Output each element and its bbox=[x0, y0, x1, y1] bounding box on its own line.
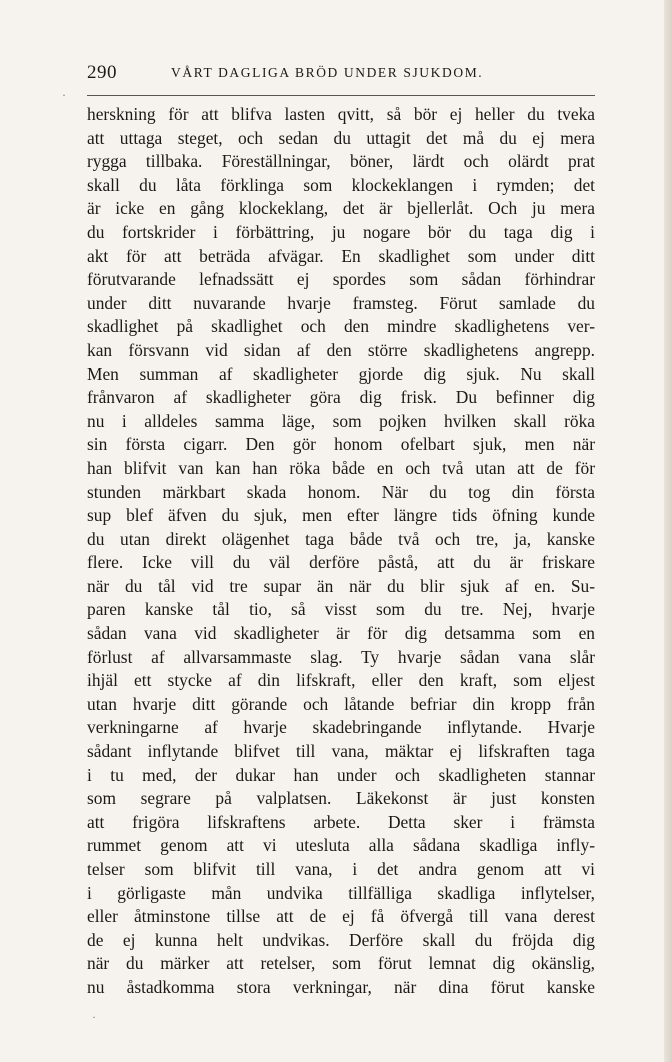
text-line: Men summan af skadligheter gjorde dig sjuk. Nu skall bbox=[87, 363, 595, 384]
text-line: flere. Icke vill du väl derföre påstå, att du är friskare bbox=[87, 552, 595, 573]
text-line: frånvaron af skadligheter göra dig frisk. Du befinner dig bbox=[87, 387, 595, 408]
text-line: i görligaste mån undvika tillfälliga skadliga inflytelser, bbox=[87, 882, 595, 903]
text-line: akt för att beträda afvägar. En skadlighet som under ditt bbox=[87, 245, 595, 266]
text-line: skadlighet på skadlighet och den mindre skadlighetens ver- bbox=[87, 316, 595, 337]
text-line: sin första cigarr. Den gör honom ofelbart sjuk, men när bbox=[87, 434, 595, 455]
text-line: under ditt nuvarande hvarje framsteg. Förut samlade du bbox=[87, 292, 595, 313]
text-line: telser som blifvit till vana, i det andra genom att vi bbox=[87, 859, 595, 879]
stray-mark: · bbox=[92, 1010, 96, 1024]
text-line: ihjäl ett stycke af din lifskraft, eller den kraft, som eljest bbox=[87, 670, 595, 691]
text-line: verkningarne af hvarje skadebringande inflytande. Hvarje bbox=[87, 717, 595, 738]
text-line: sup blef äfven du sjuk, men efter längre tids öfning kunde bbox=[87, 505, 595, 526]
text-line: när du tål vid tre supar än när du blir sjuk af en. Su- bbox=[87, 575, 595, 596]
text-line: utan hvarje ditt görande och låtande befriar din kropp från bbox=[87, 693, 595, 714]
text-line: sådan vana vid skadligheter är för dig detsamma som en bbox=[87, 623, 595, 644]
text-line: stunden märkbart skada honom. När du tog din första bbox=[87, 481, 595, 502]
text-line: eller åtminstone tillse att de ej få öfvergå till vana derest bbox=[87, 906, 595, 927]
page-header bbox=[87, 62, 595, 86]
text-line: rummet genom att vi utesluta alla sådana skadliga infly- bbox=[87, 835, 595, 856]
text-line: att uttaga steget, och sedan du uttagit det må du ej mera bbox=[87, 127, 595, 148]
text-line: skall du låta förklinga som klockeklangen i rymden; det bbox=[87, 174, 595, 195]
stray-mark: · bbox=[62, 88, 66, 102]
running-title: VÅRT DAGLIGA BRÖD UNDER SJUKDOM. bbox=[171, 65, 484, 80]
text-line: nu i alldeles samma läge, som pojken hvilken skall röka bbox=[87, 410, 595, 431]
text-line: paren kanske tål tio, så visst som du tre. Nej, hvarje bbox=[87, 599, 595, 620]
text-line: herskning för att blifva lasten qvitt, så bör ej heller du tveka bbox=[87, 104, 595, 124]
text-line: är icke en gång klockeklang, det är bjellerlåt. Och ju mera bbox=[87, 198, 595, 219]
text-line: du utan direkt olägenhet taga både två och tre, ja, kanske bbox=[87, 528, 595, 549]
text-line: de ej kunna helt undvikas. Derföre skall du fröjda dig bbox=[87, 929, 595, 950]
page-edge bbox=[664, 0, 672, 1062]
header-rule bbox=[87, 95, 595, 96]
text-line: i tu med, der dukar han under och skadligheten stannar bbox=[87, 764, 595, 785]
text-line: nu åstadkomma stora verkningar, när dina förut kanske bbox=[87, 976, 595, 997]
page-number: 290 bbox=[87, 62, 117, 83]
text-line: som segrare på valplatsen. Läkekonst är just konsten bbox=[87, 788, 595, 809]
text-line: kan försvann vid sidan af den större skadlighetens angrepp. bbox=[87, 339, 595, 360]
text-line: förutvarande lefnadssätt ej spordes som sådan förhindrar bbox=[87, 269, 595, 290]
text-line: förlust af allvarsammaste slag. Ty hvarje sådan vana slår bbox=[87, 646, 595, 667]
body-text bbox=[87, 103, 595, 1000]
text-line: att frigöra lifskraftens arbete. Detta sker i främsta bbox=[87, 811, 595, 832]
text-line: sådant inflytande blifvet till vana, mäktar ej lifskraften taga bbox=[87, 741, 595, 762]
text-line: han blifvit van kan han röka både en och två utan att de för bbox=[87, 457, 595, 478]
text-line: du fortskrider i förbättring, ju nogare bör du taga dig i bbox=[87, 221, 595, 242]
text-line: rygga tillbaka. Föreställningar, böner, lärdt och olärdt prat bbox=[87, 151, 595, 172]
text-line: när du märker att retelser, som förut lemnat dig okänslig, bbox=[87, 953, 595, 974]
